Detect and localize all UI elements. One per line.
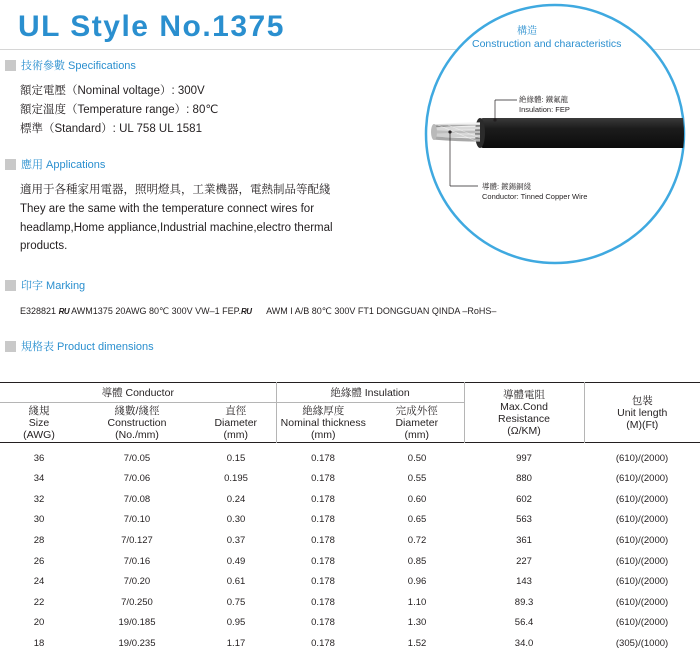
cell-conductor-diameter: 0.75 (226, 596, 246, 608)
cell-resistance: 361 (516, 535, 532, 547)
cell-unit-length: (610)/(2000) (615, 617, 669, 629)
header-construction-en: Construction (107, 416, 167, 429)
header-resistance-en2: Resistance (498, 412, 550, 425)
header-package-en: Unit length (617, 406, 668, 419)
cell-construction: 7/0.08 (123, 493, 151, 505)
cell-resistance: 34.0 (514, 638, 534, 650)
conductor-callout-cn: 導體: 鍍錫銅綫 (482, 182, 532, 191)
cell-outer-diameter: 1.52 (407, 638, 427, 650)
insulation-jacket (480, 118, 700, 148)
header-package-cn: 包裝 (631, 394, 653, 407)
cell-construction: 7/0.06 (123, 473, 151, 485)
cell-construction: 19/0.235 (118, 638, 156, 650)
cell-conductor-diameter: 0.24 (226, 493, 246, 505)
table-row (0, 443, 700, 469)
cell-conductor-diameter: 0.195 (224, 473, 248, 485)
cell-conductor-diameter: 0.49 (226, 555, 246, 567)
cell-unit-length: (610)/(2000) (615, 453, 669, 465)
marking-cert-text: AWM I A/B 80℃ 300V FT1 DONGGUAN QINDA –RoHS– (266, 306, 497, 316)
cell-resistance: 563 (516, 514, 532, 526)
cell-size: 30 (33, 514, 45, 526)
cell-resistance: 602 (516, 493, 532, 505)
spec-temperature: 額定溫度（Temperature range）: 80℃ (20, 104, 219, 116)
cell-resistance: 227 (516, 555, 532, 567)
section-specifications-heading (5, 57, 136, 73)
header-thickness-cn: 絶緣厚度 (302, 404, 345, 417)
header-resistance-unit: (Ω/KM) (507, 424, 541, 437)
cell-construction: 7/0.05 (123, 453, 151, 465)
cell-size: 24 (33, 576, 45, 588)
applications-text-en: They are the same with the temperature connect wires for headlamp,Home appliance,Industrial machine,electro thermal products. (20, 203, 333, 252)
cell-resistance: 56.4 (514, 617, 534, 629)
table-row (0, 469, 700, 490)
cell-conductor-diameter: 0.30 (226, 514, 246, 526)
cell-outer-diameter: 1.30 (407, 617, 427, 629)
cell-thickness: 0.178 (311, 596, 335, 608)
cell-unit-length: (610)/(2000) (615, 473, 669, 485)
header-package (584, 383, 700, 443)
header-conductor-diameter-unit: (mm) (223, 428, 249, 441)
group-header-conductor: 導體 Conductor (0, 383, 276, 403)
cell-conductor-diameter: 0.37 (226, 535, 246, 547)
table-row (0, 613, 700, 634)
cell-thickness: 0.178 (311, 638, 335, 650)
cell-outer-diameter: 0.50 (407, 453, 427, 465)
section-dimensions-heading (5, 338, 154, 354)
cell-resistance: 89.3 (514, 596, 534, 608)
header-conductor-diameter (196, 403, 276, 443)
header-size-unit: (AWG) (23, 428, 55, 441)
cell-size: 22 (33, 596, 45, 608)
table-row (0, 510, 700, 531)
cell-outer-diameter: 0.72 (407, 535, 427, 547)
cell-construction: 7/0.250 (121, 596, 153, 608)
header-construction (78, 403, 196, 443)
cell-outer-diameter: 1.10 (407, 596, 427, 608)
cell-unit-length: (610)/(2000) (615, 493, 669, 505)
product-dimensions-table (0, 382, 700, 654)
section-bullet-icon (5, 159, 16, 170)
cell-construction: 7/0.127 (121, 535, 153, 547)
cell-size: 32 (33, 493, 45, 505)
table-row (0, 592, 700, 613)
insulation-callout-en: Insulation: FEP (519, 105, 570, 114)
section-specifications-label: 技術參數 Specifications (21, 60, 136, 72)
cell-outer-diameter: 0.96 (407, 576, 427, 588)
cell-size: 34 (33, 473, 45, 485)
cell-outer-diameter: 0.55 (407, 473, 427, 485)
section-marking-heading (5, 277, 85, 293)
spec-standard: 標準（Standard）: UL 758 UL 1581 (20, 123, 202, 135)
cell-construction: 7/0.20 (123, 576, 151, 588)
table-row (0, 530, 700, 551)
table-row (0, 551, 700, 572)
section-marking-label: 印字 Marking (21, 280, 86, 292)
section-bullet-icon (5, 280, 16, 291)
ul-recognized-icon: RU (58, 307, 70, 316)
cell-thickness: 0.178 (311, 555, 335, 567)
header-outer-diameter (370, 403, 464, 443)
header-outer-diameter-unit: (mm) (404, 428, 430, 441)
cell-conductor-diameter: 0.61 (226, 576, 246, 588)
header-thickness-unit: (mm) (311, 428, 336, 441)
cell-size: 28 (33, 535, 45, 547)
header-thickness-en: Nominal thickness (280, 416, 366, 429)
cell-resistance: 997 (516, 453, 532, 465)
cell-resistance: 880 (516, 473, 532, 485)
header-size (0, 403, 78, 443)
cell-unit-length: (610)/(2000) (615, 576, 669, 588)
cell-thickness: 0.178 (311, 453, 335, 465)
cell-conductor-diameter: 0.95 (226, 617, 246, 629)
section-applications-heading (5, 156, 105, 172)
section-bullet-icon (5, 341, 16, 352)
cell-conductor-diameter: 0.15 (226, 453, 246, 465)
table-body (0, 443, 700, 654)
cell-thickness: 0.178 (311, 576, 335, 588)
insulation-callout-cn: 絶緣體: 鐵氟龍 (519, 95, 569, 104)
header-resistance-cn: 導體電阻 (503, 388, 546, 401)
applications-text-cn: 適用于各種家用電器，照明燈具，工業機器，電熱制品等配綫 (20, 184, 331, 196)
insulation-callout (519, 95, 570, 115)
marking-file-number: E328821 (20, 306, 57, 316)
table-row (0, 633, 700, 654)
section-applications-label: 應用 Applications (21, 159, 106, 171)
cell-size: 36 (33, 453, 45, 465)
cell-construction: 19/0.185 (118, 617, 156, 629)
cell-unit-length: (610)/(2000) (615, 535, 669, 547)
cell-conductor-diameter: 1.17 (226, 638, 246, 650)
header-resistance-en1: Max.Cond (500, 400, 548, 413)
section-bullet-icon (5, 60, 16, 71)
cell-thickness: 0.178 (311, 493, 335, 505)
table-row (0, 489, 700, 510)
construction-title-cn: 構造 (517, 26, 537, 37)
header-conductor-diameter-cn: 直徑 (225, 404, 247, 417)
cell-thickness: 0.178 (311, 473, 335, 485)
conductor-callout-en: Conductor: Tinned Copper Wire (482, 192, 588, 201)
cell-unit-length: (610)/(2000) (615, 555, 669, 567)
cell-size: 26 (33, 555, 45, 567)
page-title: UL Style No.1375 (18, 10, 285, 43)
cell-unit-length: (610)/(2000) (615, 514, 669, 526)
cell-construction: 7/0.10 (123, 514, 151, 526)
spec-voltage: 額定電壓（Nominal voltage）: 300V (20, 85, 205, 97)
header-size-en: Size (28, 416, 50, 429)
cell-outer-diameter: 0.85 (407, 555, 427, 567)
cell-outer-diameter: 0.60 (407, 493, 427, 505)
cell-construction: 7/0.16 (123, 555, 151, 567)
group-header-insulation: 絶緣體 Insulation (276, 383, 464, 403)
cell-thickness: 0.178 (311, 514, 335, 526)
cell-thickness: 0.178 (311, 535, 335, 547)
table-row (0, 571, 700, 592)
header-outer-diameter-cn: 完成外徑 (395, 404, 438, 417)
marking-text (20, 306, 496, 317)
ul-recognized-icon: RU (241, 307, 252, 316)
construction-title-en: Construction and characteristics (472, 38, 622, 50)
header-thickness (276, 403, 370, 443)
cell-outer-diameter: 0.65 (407, 514, 427, 526)
header-construction-cn: 綫數/綫徑 (114, 404, 160, 417)
cell-resistance: 143 (516, 576, 532, 588)
header-outer-diameter-en: Diameter (395, 416, 439, 429)
cell-unit-length: (305)/(1000) (615, 638, 669, 650)
header-package-unit: (M)(Ft) (626, 418, 659, 431)
cell-unit-length: (610)/(2000) (615, 596, 669, 608)
header-size-cn: 綫規 (28, 404, 50, 417)
cell-size: 20 (33, 617, 45, 629)
cell-size: 18 (33, 638, 45, 650)
conductor-callout (482, 182, 587, 202)
section-dimensions-label: 規格表 Product dimensions (21, 341, 154, 353)
header-resistance (464, 383, 584, 443)
cell-thickness: 0.178 (311, 617, 335, 629)
marking-awm-text: AWM1375 20AWG 80℃ 300V VW–1 FEP. (71, 306, 241, 316)
header-construction-unit: (No./mm) (115, 428, 159, 441)
header-conductor-diameter-en: Diameter (214, 416, 258, 429)
